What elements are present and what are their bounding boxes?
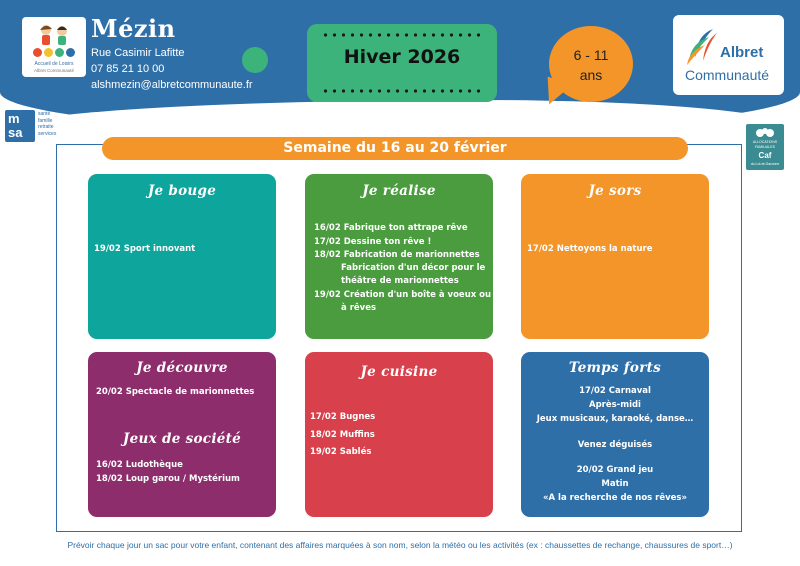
activity-line: à rêves: [341, 303, 377, 313]
activity-line: Jeux musicaux, karaoké, danse…: [536, 414, 694, 424]
footnote: Prévoir chaque jour un sac pour votre enfant, contenant des affaires marquées à son nom, selon la météo ou les activités (ex : chaussettes de rechange, chaussures de sport…): [67, 540, 733, 550]
age-range: 6 - 11: [573, 47, 609, 63]
msa-logo: [5, 110, 75, 144]
activity-line: 20/02 Grand jeu: [576, 465, 654, 475]
activity-line: 19/02 Sablés: [310, 447, 372, 457]
activity-line: 16/02 Ludothèque: [96, 460, 183, 470]
season-title: Hiver 2026: [343, 46, 461, 68]
card-title: Temps forts: [568, 360, 662, 376]
activity-line: Matin: [601, 479, 629, 489]
card-subtitle: Jeux de société: [122, 431, 242, 447]
decorative-dot: [242, 47, 268, 73]
activity-line: Après-midi: [589, 400, 641, 410]
communaute-word: Communauté: [685, 67, 770, 83]
address: Rue Casimir Lafitte: [91, 47, 185, 59]
activity-line: «A la recherche de nos rêves»: [543, 493, 687, 503]
caf-line: Caf: [758, 151, 772, 160]
card-je-bouge: [88, 174, 276, 339]
caf-line: du Lot-et-Garonne: [750, 162, 780, 166]
activity-line: Venez déguisés: [577, 440, 653, 450]
week-banner: Semaine du 16 au 20 février: [102, 137, 688, 160]
card-title: Je découvre: [136, 360, 228, 376]
msa-word: services: [38, 130, 57, 137]
activity-line: 18/02 Fabrication de marionnettes: [314, 250, 480, 260]
alsh-caption-sub: Albret Communauté: [33, 68, 75, 73]
activity-line: 19/02 Sport innovant: [94, 244, 196, 254]
town-name: Mézin: [91, 14, 176, 43]
email: alshmezin@albretcommunaute.fr: [91, 79, 253, 91]
card-title: Je cuisine: [360, 364, 438, 380]
alsh-logo: [22, 17, 86, 77]
msa-word: famille: [38, 117, 53, 124]
activity-line: 18/02 Muffins: [310, 430, 375, 440]
card-title: Je réalise: [362, 183, 436, 199]
activity-line: 16/02 Fabrique ton attrape rêve: [314, 223, 468, 233]
msa-words: [38, 111, 56, 137]
card-je-decouvre: [88, 352, 276, 517]
caf-emblem-icon: [746, 126, 784, 140]
msa-mark-icon: m sa: [5, 110, 35, 142]
children-illustration-icon: [34, 23, 74, 49]
msa-word: santé: [38, 111, 51, 117]
season-title-box: [307, 24, 497, 102]
albret-word: Albret: [720, 44, 764, 61]
activity-line: 18/02 Loup garou / Mystérium: [96, 474, 240, 484]
albret-communaute-logo: [673, 15, 784, 95]
age-bubble: [549, 26, 633, 102]
activity-line: 17/02 Nettoyons la nature: [527, 244, 653, 254]
caf-line: ALLOCATIONS: [752, 140, 778, 144]
card-title: Je sors: [588, 183, 642, 199]
alsh-letters-icon: [30, 48, 78, 58]
activity-line: 17/02 Dessine ton rêve !: [314, 237, 432, 247]
card-title: Je bouge: [147, 183, 217, 199]
dotted-border: [321, 89, 483, 93]
alsh-caption: Accueil de Loisirs: [34, 61, 74, 67]
activity-line: 17/02 Carnaval: [579, 386, 651, 396]
activity-line: 20/02 Spectacle de marionnettes: [96, 387, 255, 397]
caf-logo: [746, 124, 784, 170]
dotted-border: [321, 33, 483, 37]
age-unit: ans: [579, 67, 603, 83]
activity-line: théâtre de marionnettes: [341, 276, 459, 286]
card-temps-forts: [521, 352, 709, 517]
card-je-cuisine: [305, 352, 493, 517]
albret-swoosh-icon: [683, 27, 719, 65]
card-je-sors: [521, 174, 709, 339]
card-je-realise: [305, 174, 493, 339]
activity-line: 17/02 Bugnes: [310, 412, 376, 422]
msa-word: retraite: [38, 124, 54, 130]
activity-line: 19/02 Création d'un boîte à voeux ou: [314, 290, 492, 300]
phone: 07 85 21 10 00: [91, 63, 165, 75]
activity-line: Fabrication d'un décor pour le: [341, 263, 486, 273]
caf-line: FAMILIALES: [754, 145, 776, 149]
